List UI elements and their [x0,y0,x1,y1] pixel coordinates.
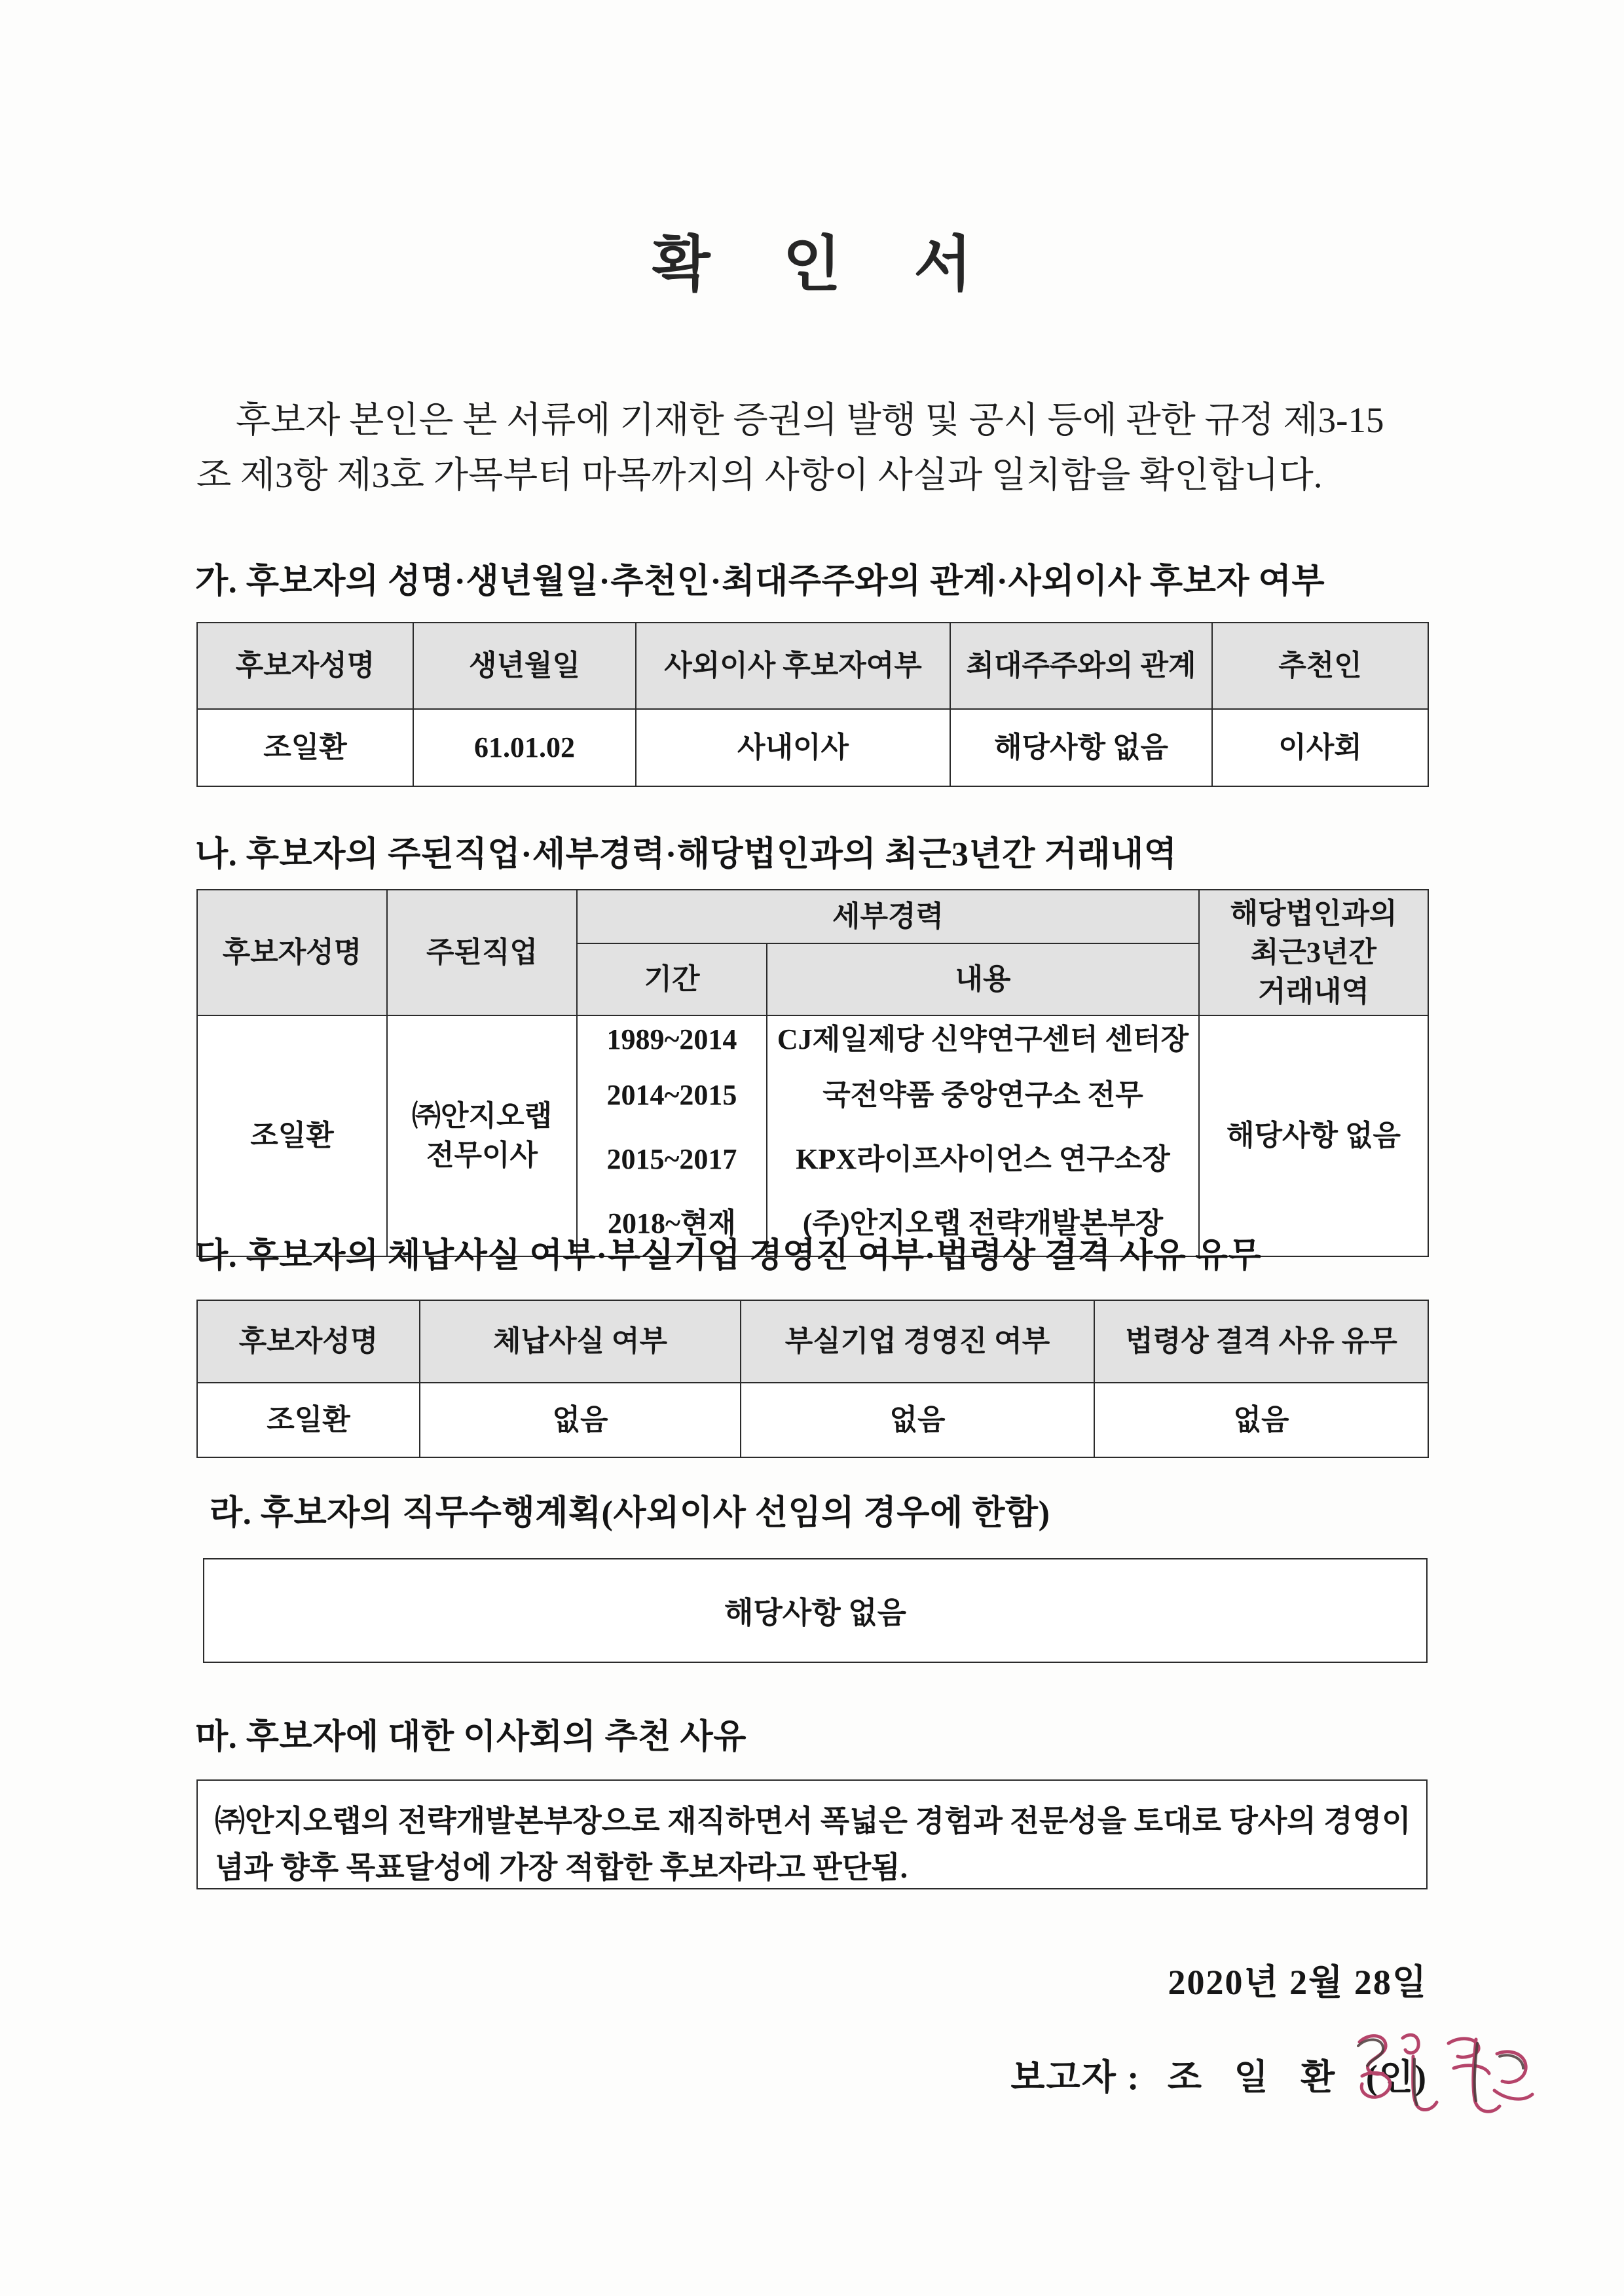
intro-line-2: 조 제3항 제3호 가목부터 마목까지의 사항이 사실과 일치함을 확인합니다. [196,454,1323,495]
section-heading-d: 라. 후보자의 직무수행계획(사외이사 선임의 경우에 한함) [210,1495,1050,1532]
table-row [197,1015,1428,1063]
intro-paragraph [196,393,1434,502]
section-heading-a: 가. 후보자의 성명·생년월일·추천인·최대주주와의 관계·사외이사 후보자 여부 [195,563,1325,600]
table-candidate-career [196,889,1429,1257]
section-heading-b: 나. 후보자의 주된직업·세부경력·해당법인과의 최근3년간 거래내역 [195,836,1177,873]
col-header-detailed-career-group: 세부경력 [577,890,1199,943]
cell-failed-company-management: 없음 [741,1383,1094,1457]
work-plan-text: 해당사항 없음 [724,1596,907,1630]
table-header-row [197,1300,1428,1383]
recommendation-reason-box [196,1779,1428,1889]
col-header-name: 후보자성명 [197,623,413,709]
col-header-main-occupation: 주된직업 [387,890,577,1015]
work-plan-box [203,1558,1428,1663]
reporter-label: 보고자 : [1010,2058,1141,2097]
reporter-name: 조 일 환 [1167,2058,1347,2097]
cell-tax-delinquency: 없음 [420,1383,741,1457]
cell-transactions: 해당사항 없음 [1199,1015,1428,1256]
table-header-row [197,623,1428,709]
col-header-recommender: 추천인 [1212,623,1428,709]
cell-recommender: 이사회 [1212,709,1428,786]
col-header-tax-delinquency: 체납사실 여부 [420,1300,741,1383]
cell-occupation-line-1: ㈜안지오랩 [411,1100,552,1133]
cell-name: 조일환 [197,1015,387,1256]
intro-line-1: 후보자 본인은 본 서류에 기재한 증권의 발행 및 공시 등에 관한 규정 제3-15 [236,400,1384,440]
cell-career-content: KPX라이프사이언스 연구소장 [767,1127,1199,1192]
cell-career-period: 2018~현재 [577,1192,767,1256]
col-header-name: 후보자성명 [197,890,387,1015]
page-title: 확 인 서 [652,231,1001,298]
table-row [197,1383,1428,1457]
cell-main-occupation [387,1015,577,1256]
col-header-legal-disqualification: 법령상 결격 사유 유무 [1094,1300,1428,1383]
seal-mark: (인) [1365,2058,1428,2097]
cell-major-shareholder-relation: 해당사항 없음 [950,709,1212,786]
cell-name: 조일환 [197,709,413,786]
recommendation-reason-text [198,1781,1426,1891]
table-candidate-basic-info [196,622,1429,787]
cell-birthdate: 61.01.02 [413,709,636,786]
cell-legal-disqualification: 없음 [1094,1383,1428,1457]
cell-career-period: 2015~2017 [577,1127,767,1192]
table-candidate-disqualification [196,1300,1429,1458]
section-heading-e: 마. 후보자에 대한 이사회의 추천 사유 [195,1719,747,1756]
cell-career-content: 국전약품 중앙연구소 전무 [767,1063,1199,1127]
cell-outside-director: 사내이사 [636,709,950,786]
col-header-transactions-line-3: 거래내역 [1258,975,1370,1008]
cell-career-content: (주)안지오랩 전략개발본부장 [767,1192,1199,1256]
cell-career-period: 1989~2014 [577,1015,767,1063]
table-row [197,709,1428,786]
recommendation-line-1: ㈜안지오랩의 전략개발본부장으로 재직하면서 폭넓은 경험과 전문성을 토대로 당사의 경영이 [215,1804,1411,1838]
cell-name: 조일환 [197,1383,420,1457]
cell-career-content: CJ제일제당 신약연구센터 센터장 [767,1015,1199,1063]
col-header-failed-company-management: 부실기업 경영진 여부 [741,1300,1094,1383]
col-header-major-shareholder-relation: 최대주주와의 관계 [950,623,1212,709]
col-header-birthdate: 생년월일 [413,623,636,709]
col-header-period: 기간 [577,943,767,1015]
section-heading-c: 다. 후보자의 체납사실 여부·부실기업 경영진 여부·법령상 결격 사유 유무 [195,1237,1262,1275]
col-header-transactions-line-1: 해당법인과의 [1230,898,1397,930]
cell-career-period: 2014~2015 [577,1063,767,1127]
col-header-transactions-line-2: 최근3년간 [1251,936,1377,969]
recommendation-line-2: 념과 향후 목표달성에 가장 적합한 후보자라고 판단됨. [215,1851,908,1885]
reporter-signature-line [1010,2049,1428,2100]
document-date: 2020년 2월 28일 [1168,1963,1428,2002]
col-header-outside-director: 사외이사 후보자여부 [636,623,950,709]
cell-occupation-line-2: 전무이사 [426,1139,538,1171]
col-header-content: 내용 [767,943,1199,1015]
col-header-name: 후보자성명 [197,1300,420,1383]
col-header-transactions [1199,890,1428,1015]
table-header-row-top [197,890,1428,943]
